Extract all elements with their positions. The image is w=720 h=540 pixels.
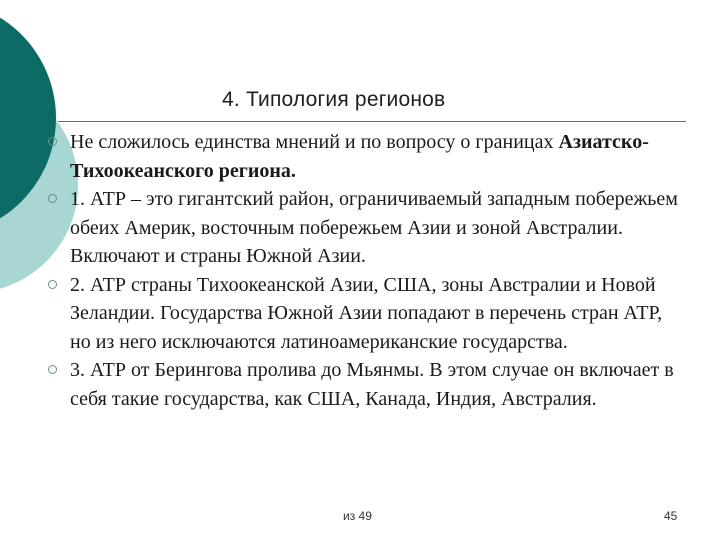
bullet-list [48, 128, 678, 413]
title-divider [58, 121, 686, 122]
page-count: из 49 [343, 509, 372, 523]
bullet-item-3 [48, 271, 678, 357]
slide-title: 4. Типология регионов [222, 88, 446, 111]
bullet-item-4 [48, 356, 678, 413]
page-number: 45 [664, 509, 678, 523]
bullet-item-3-text: 2. АТР страны Тихоокеанской Азии, США, зоны Австралии и Новой Зеландии. Государства Южной Азии попадают в перечень стран АТР, но из него исключаются латиноамериканские государства. [70, 273, 663, 353]
bullet-ring-icon [48, 137, 57, 146]
bullet-item-1-text: Не сложилось единства мнений и по вопросу о границах [70, 131, 559, 153]
bullet-item-4-text: 3. АТР от Берингова пролива до Мьянмы. В этом случае он включает в себя такие государства, как США, Канада, Индия, Австралия. [70, 359, 674, 410]
bullet-item-2 [48, 185, 678, 271]
bullet-ring-icon [48, 365, 57, 374]
bullet-item-2-text: 1. АТР – это гигантский район, ограничиваемый западным побережьем обеих Америк, восточным побережьем Азии и зоной Австралии. Включают и страны Южной Азии. [70, 188, 678, 267]
bullet-item-1 [48, 128, 678, 185]
bullet-ring-icon [48, 194, 57, 203]
bullet-item-1-bold-text: Азиатско-Тихоокеанского региона. [70, 131, 649, 182]
bullet-ring-icon [48, 280, 57, 289]
